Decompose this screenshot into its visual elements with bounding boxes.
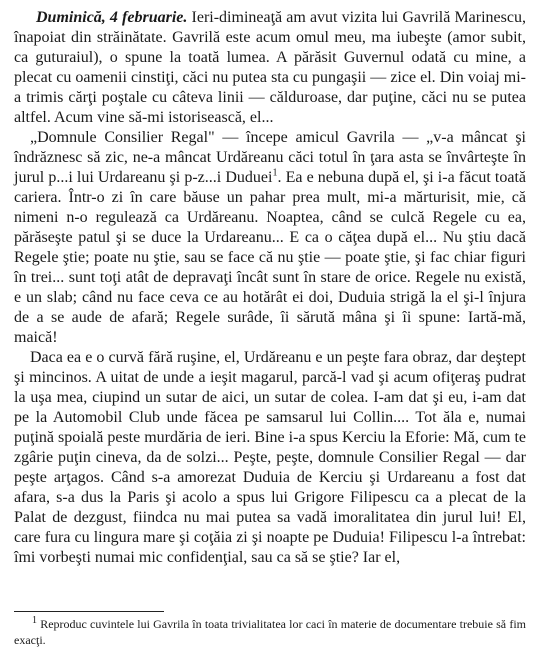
paragraph-2-text-b: . Ea e nebuna după el, şi i-a făcut toată cariera. Într-o zi în care băuse un pahar prea mult, mi-a mărturisit, mie, că nimeni n-o regulează ca Urdăreanu. Noaptea, când se culcă Regele cu ea, părăseşte patul şi se duce la Urdareanu... E ca o căţea după el... Nu ştiu dacă Regele ştie; poate nu ştie, sau se face că nu ştie — poate ştie, şi fac chiar figuri în trei... sunt toţi atât de depravaţi încât sunt în stare de orice. Regele nu există, e un slab; când nu face ceva ce au hotărât ei doi, Duduia strigă la el şi-l înjura de a se aude de afară; Regele surâde, îi sărută mâna şi îi spune: Iartă-mă, maică! bbox=[14, 169, 526, 346]
entry-date: Duminică, 4 februarie. bbox=[36, 9, 188, 26]
paragraph-2 bbox=[14, 128, 526, 348]
footnote-marker: 1 bbox=[32, 615, 37, 626]
footnote-text: Reproduc cuvintele lui Gavrila în toata trivialitatea lor caci în materie de documentare trebuie să fim exacţi. bbox=[14, 617, 526, 647]
footnote bbox=[14, 616, 526, 648]
footnote-rule bbox=[14, 611, 164, 612]
paragraph-3: Daca ea e o curvă fără ruşine, el, Urdăreanu e un peşte fara obraz, dar deştept şi mincinos. A uitat de unde a ieşit magarul, parcă-l vad şi acum ofiţeraş pudrat la uşa mea, ciupind un sutar de aici, un sutar de colea. I-am dat şi eu, i-am dat pe la Automobil Club unde făcea pe samsarul lui Collin.... Tot ăla e, numai puţină spoială peste murdăria de ieri. Bine i-a spus Kerciu la Eforie: Mă, cum te zgârie puţin cineva, da de solzi... Peşte, peşte, domnule Consilier Regal — dar peşte arţagos. Când s-a amorezat Duduia de Kerciu şi Urdareanu a fost dat afara, s-a dus la Paris şi acolo a spus lui Grigore Filipescu ca a plecat de la Palat de dezgust, fiindca nu mai putea sa vadă imoralitatea din jurul lui! El, care fura cu lingura mare şi coţăia zi şi noapte pe Duduia! Filipescu l-a întrebat: îmi vorbeşti numai mic confidenţial, sau ca să se ştie? Iar el, bbox=[14, 349, 526, 566]
footnote-ref: 1 bbox=[272, 167, 278, 179]
paragraph-2-text-a: „Domnule Consilier Regal" — începe amicul Gavrila — „v-a mâncat şi îndrăznesc să zic, ne-a mâncat Urdăreanu căci totul în ţara asta se învârteşte în jurul p...i lui Urdareanu şi p-z...i Duduei bbox=[14, 129, 526, 186]
paragraph-1 bbox=[14, 8, 526, 128]
paragraph-1-text: Ieri-dimineaţă am avut vizita lui Gavrilă Marinescu, înapoiat din străinătate. Gavrilă este acum omul meu, ma iubeşte (amor subit, ca guturaiul), o spune la toată lumea. A părăsit Guvernul odată cu mine, a plecat cu oamenii cinstiţi, căci nu putea sta cu pungaşii — zice el. Din voiaj mi-a trimis cărţi poştale cu câteva linii — călduroase, dar puţine, căci nu se putea altfel. Acum vine să-mi istorisească, el... bbox=[14, 9, 526, 126]
main-text bbox=[14, 8, 526, 568]
